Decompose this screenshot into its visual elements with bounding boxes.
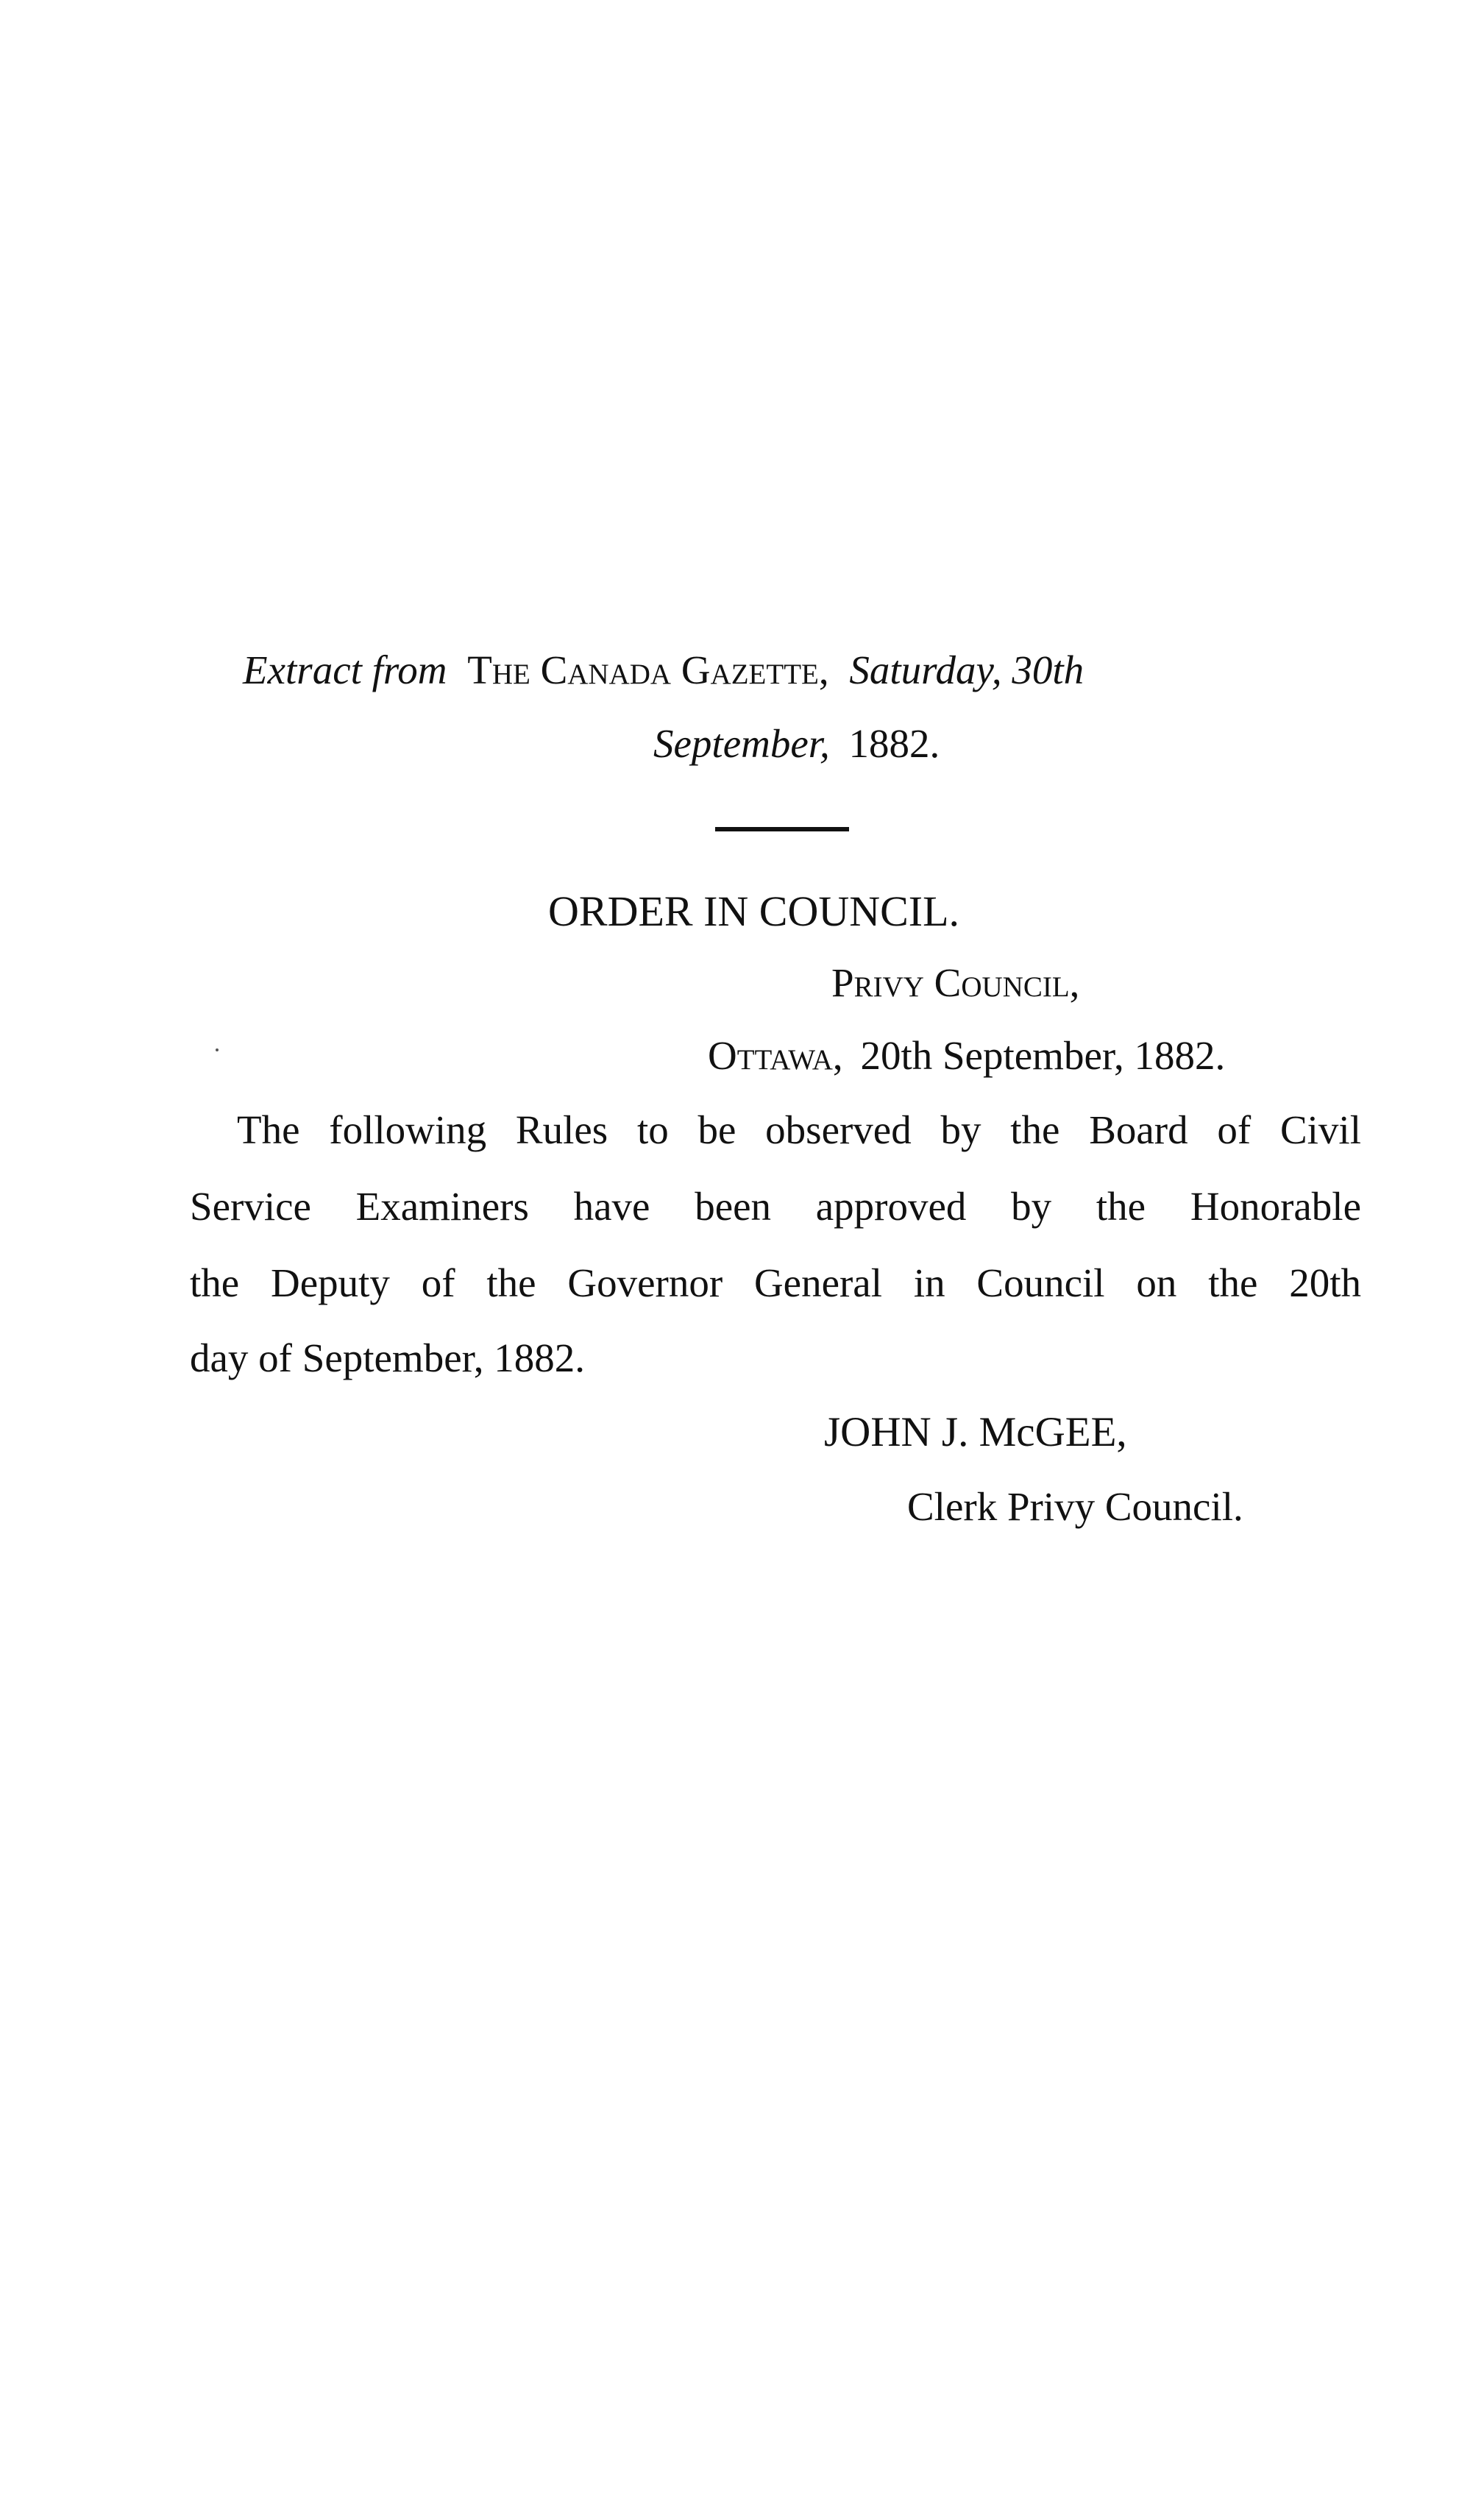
body-line-1: The following Rules to be observed by the Board of Civil [237, 1107, 1361, 1152]
page-speck [216, 1048, 219, 1051]
gazette-date-year: 1882. [848, 721, 940, 766]
order-title: ORDER IN COUNCIL. [548, 887, 960, 935]
body-line-4: day of September, 1882. [190, 1335, 585, 1380]
gazette-name: The Canada Gazette, [467, 647, 829, 692]
city-name: Ottawa, [708, 1033, 843, 1078]
gazette-extract-date [653, 723, 940, 764]
extract-from-label: Extract from [243, 647, 447, 692]
body-line-3: the Deputy of the Governor General in Council on the 20th [190, 1260, 1361, 1305]
order-date-line [708, 1035, 1225, 1076]
body-line-2: Service Examiners have been approved by the Honorable [190, 1184, 1361, 1229]
privy-council-label: Privy Council, [831, 960, 1080, 1005]
signatory-title: Clerk Privy Council. [907, 1484, 1243, 1529]
gazette-date-day: Saturday, 30th [849, 647, 1084, 692]
section-divider-rule [715, 827, 849, 831]
signatory-name: JOHN J. McGEE, [824, 1409, 1127, 1455]
gazette-date-month: September, [653, 721, 830, 766]
order-date: 20th September, 1882. [860, 1033, 1226, 1078]
gazette-extract-header [243, 647, 1084, 692]
